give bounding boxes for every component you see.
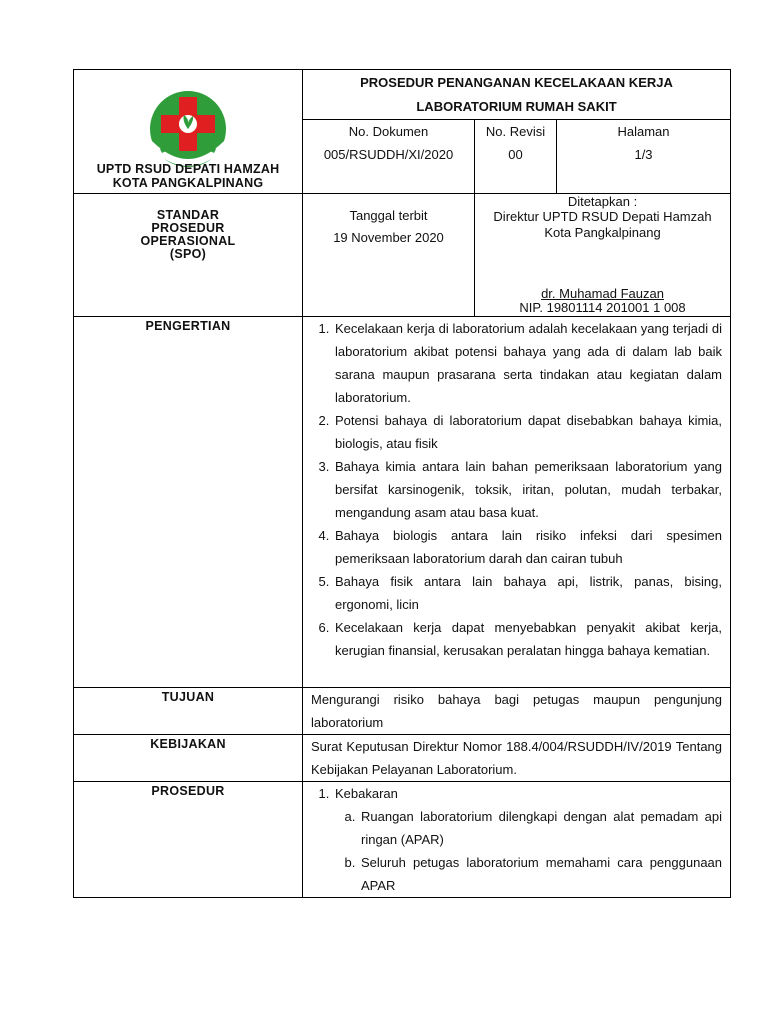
pengertian-item-3: 3. Bahaya kimia antara lain bahan pemeriksaan laboratorium yang bersifat karsinogenik, toksik, iritan, polutan, mudah terbakar, mengandung asam atau basa kuat. — [333, 455, 722, 524]
direktur-line2: Kota Pangkalpinang — [544, 225, 661, 240]
ditetapkan-cell — [475, 194, 731, 317]
no-revisi-value: 00 — [508, 147, 523, 162]
document-title — [303, 70, 731, 120]
title-line1: PROSEDUR PENANGANAN KECELAKAAN KERJA — [360, 75, 673, 90]
spo-document — [73, 69, 730, 898]
kebijakan-text: Surat Keputusan Direktur Nomor 188.4/004/RSUDDH/IV/2019 Tentang Kebijakan Pelayanan Laboratorium. — [311, 739, 723, 777]
organization-name — [74, 162, 302, 190]
halaman-cell — [557, 120, 731, 194]
halaman-label: Halaman — [617, 124, 670, 139]
ditetapkan-label: Ditetapkan : — [567, 194, 638, 209]
no-dokumen-value: 005/RSUDDH/XI/2020 — [323, 147, 454, 162]
pengertian-list — [311, 317, 722, 662]
tujuan-text: Mengurangi risiko bahaya bagi petugas maupun pengunjung laboratorium — [311, 692, 723, 730]
prosedur-content — [303, 782, 731, 898]
tanggal-terbit-cell — [303, 194, 475, 317]
spo-line2: PROSEDUR — [151, 221, 225, 235]
org-name-line2: KOTA PANGKALPINANG — [112, 176, 264, 190]
kebijakan-content — [303, 735, 731, 782]
prosedur-subitem-b: b. Seluruh petugas laboratorium memahami cara penggunaan APAR — [359, 851, 722, 897]
hospital-logo-icon — [146, 89, 230, 173]
pengertian-content — [303, 317, 731, 688]
prosedur-list — [311, 782, 722, 897]
pengertian-item-5: 5. Bahaya fisik antara lain bahaya api, listrik, panas, bising, ergonomi, licin — [333, 570, 722, 616]
spo-line3: OPERASIONAL — [140, 234, 236, 248]
signer-name: dr. Muhamad Fauzan — [541, 286, 664, 301]
spo-label-cell — [74, 194, 303, 317]
signer-nip: NIP. 19801114 201001 1 008 — [519, 300, 686, 315]
pengertian-item-6: 6. Kecelakaan kerja dapat menyebabkan penyakit akibat kerja, kerugian finansial, kerusakan peralatan hingga bahaya kematian. — [333, 616, 722, 662]
prosedur-label: PROSEDUR — [74, 782, 303, 898]
halaman-value: 1/3 — [634, 147, 653, 162]
tujuan-content — [303, 688, 731, 735]
prosedur-sublist — [335, 805, 722, 897]
pengertian-item-1: 1. Kecelakaan kerja di laboratorium adalah kecelakaan yang terjadi di laboratorium akibat potensi bahaya yang ada di dalam lab baik sarana maupun prasarana serta tindakan atau kegiatan dalam laboratorium. — [333, 317, 722, 409]
prosedur-item-1 — [333, 782, 722, 897]
title-line2: LABORATORIUM RUMAH SAKIT — [416, 99, 617, 114]
pengertian-item-2: 2. Potensi bahaya di laboratorium dapat disebabkan bahaya kimia, biologis, atau fisik — [333, 409, 722, 455]
spo-line1: STANDAR — [156, 208, 220, 222]
tanggal-terbit-label: Tanggal terbit — [349, 208, 428, 223]
prosedur-subitem-a: a. Ruangan laboratorium dilengkapi dengan alat pemadam api ringan (APAR) — [359, 805, 722, 851]
org-name-line1: UPTD RSUD DEPATI HAMZAH — [96, 162, 280, 176]
spo-table — [73, 69, 731, 898]
logo-cell — [74, 70, 303, 194]
pengertian-item-4: 4. Bahaya biologis antara lain risiko infeksi dari spesimen pemeriksaan laboratorium darah dan cairan tubuh — [333, 524, 722, 570]
no-dokumen-cell — [303, 120, 475, 194]
no-dokumen-label: No. Dokumen — [348, 124, 429, 139]
no-revisi-cell — [475, 120, 557, 194]
direktur-line1: Direktur UPTD RSUD Depati Hamzah — [493, 209, 712, 224]
tanggal-terbit-value: 19 November 2020 — [333, 230, 444, 245]
prosedur-item-1-title: Kebakaran — [335, 786, 398, 801]
tujuan-label: TUJUAN — [74, 688, 303, 735]
pengertian-label: PENGERTIAN — [74, 317, 303, 688]
spo-line4: (SPO) — [169, 247, 207, 261]
kebijakan-label: KEBIJAKAN — [74, 735, 303, 782]
no-revisi-label: No. Revisi — [485, 124, 546, 139]
